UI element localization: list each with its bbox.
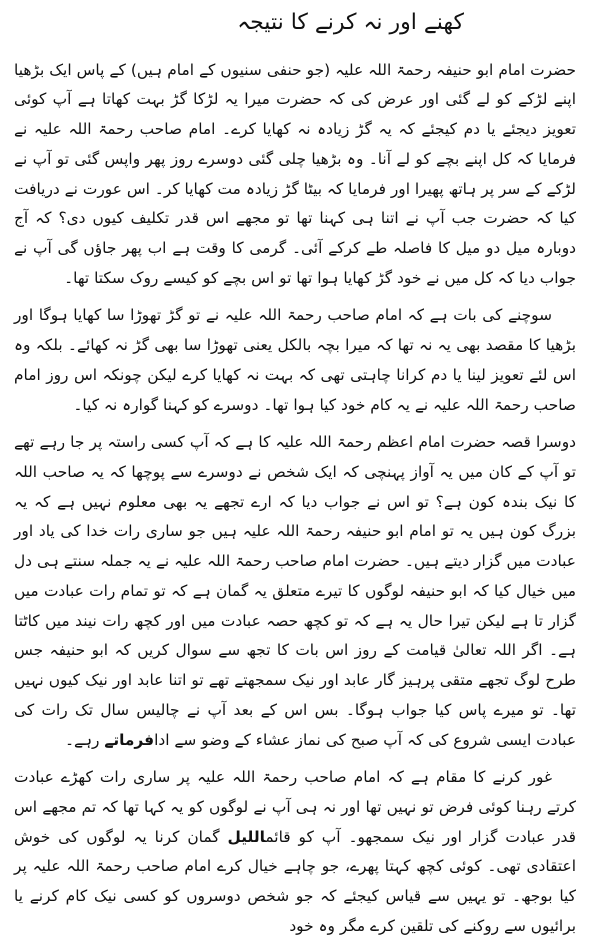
paragraph-second-story-body: دوسرا قصہ حضرت امام اعظم رحمۃ اللہ علیہ کا ہے کہ آپ کسی راستہ پر جا رہے تھے تو آپ کے کان میں یہ آواز پہنچی کہ ایک شخص نے دوسرے سے پوچھا کہ یہ صاحب اللہ کا نیک بندہ کون ہے؟ تو اس نے جواب دیا کہ ارے تجھے یہ بھی معلوم نہیں ہے کہ یہ بزرگ کون ہیں یہ تو امام ابو حنیفہ رحمۃ اللہ علیہ ہیں جو ساری رات خدا کی یاد اور عبادت میں گزار دیتے ہیں۔ حضرت امام صاحب رحمۃ اللہ علیہ نے یہ جملہ سنتے ہی دل میں خیال کیا کہ ابو حنیفہ لوگوں کا تیرے متعلق یہ گمان ہے کہ تو تمام رات عبادت میں گزار تا ہے لیکن تیرا حال یہ ہے کہ تو کچھ حصہ عبادت میں اور کچھ رات نیند میں کاٹتا ہے۔ اگر اللہ تعالیٰ قیامت کے روز اس بات کا تجھ سے سوال کریں کہ ابو حنیفہ جس طرح لوگ تجھے متقی پرہیز گار عابد اور نیک سمجھتے تھے تو اتنا عابد اور نیک کیوں نہیں تھا۔ تو میرے پاس کیا جواب ہوگا۔ بس اس کے بعد آپ نے چالیس سال تک رات کی عبادت ایسی شروع کی کہ آپ صبح کی نماز عشاء کے وضو سے ادا: [14, 433, 576, 749]
page-title: کھنے اور نہ کرنے کا نتیجہ: [237, 10, 464, 35]
paragraph-reflection-night-worship-emphasis: اللیل: [227, 827, 266, 846]
paragraph-reflection-gur: سوچنے کی بات ہے کہ امام صاحب رحمۃ اللہ علیہ نے تو گڑ تھوڑا سا کھایا ہوگا اور بڑھیا کا مقصد بھی یہ نہ تھا کہ میرا بچہ بالکل یعنی تھوڑا سا بھی گڑ نہ کھائے۔ بلکہ وہ اس لئے تعویز لینا یا دم کرانا چاہتی تھی کہ بہت نہ کھایا کرے لیکن چونکہ اس روز امام صاحب رحمۃ اللہ علیہ نے یہ کام خود کیا ہوا تھا۔ دوسرے کو کہنا گوارہ نہ کیا۔: [14, 306, 576, 414]
paragraph-second-story-tail: رہے۔: [64, 730, 105, 749]
paragraph-imam-abu-hanifa-story: حضرت امام ابو حنیفہ رحمۃ اللہ علیہ (جو حنفی سنیوں کے امام ہیں) کے پاس ایک بڑھیا اپنے لڑکے کو لے گئی اور عرض کی کہ حضرت میرا یہ لڑکا گڑ بہت کھاتا ہے آپ کوئی تعویز دیجئے یا دم کیجئے کہ یہ گڑ زیادہ نہ کھایا کرے۔ امام صاحب رحمۃ اللہ علیہ نے فرمایا کہ کل اپنے بچے کو لے آنا۔ وہ بڑھیا چلی گئی دوسرے روز پھر واپس گئی تو آپ نے لڑکے کے سر پر ہاتھ پھیرا اور فرمایا کہ بیٹا گڑ زیادہ مت کھایا کر۔ اس عورت نے دریافت کیا کہ حضرت جب آپ نے اتنا ہی کہنا تھا تو مجھے اس قدر تکلیف کیوں دی؟ کہ آج دوبارہ میل دو میل کا فاصلہ طے کرکے آئی۔ گرمی کا وقت ہے اب پھر جاؤں گی آپ نے جواب دیا کہ کل میں نے خود گڑ کھایا ہوا تھا تو اس بچے کو کیسے روک سکتا تھا۔: [14, 60, 576, 287]
paragraph-second-story-emphasis: فرماتے: [104, 730, 155, 749]
paragraph-reflection-night-worship: [14, 763, 576, 941]
paragraph-second-story: [14, 428, 576, 755]
paragraph-reflection-night-worship-tail: گمان کرنا یہ لوگوں کی خوش اعتقادی تھی۔ کوئی کچھ کہتا پھرے، جو چاہے خیال کرے امام صاحب رحمۃ اللہ علیہ پر کیا بوجھ۔ تو یہیں سے قیاس کیجئے کہ جو شخص دوسروں کو کسی نیک کام کرنے یا برائیوں سے روکنے کی تلقین کرے مگر وہ خود: [14, 827, 576, 935]
paragraph-reflection-night-worship-body: غور کرنے کا مقام ہے کہ امام صاحب رحمۃ اللہ علیہ پر ساری رات کھڑے عبادت کرتے رہنا کوئی فرض تو نہیں تھا اور نہ ہی آپ نے لوگوں کو یہ کہا تھا کہ تم مجھے اس قدر عبادت گزار اور نیک سمجھو۔ آپ کو قائم: [14, 768, 576, 846]
urdu-document-page: [14, 8, 576, 935]
